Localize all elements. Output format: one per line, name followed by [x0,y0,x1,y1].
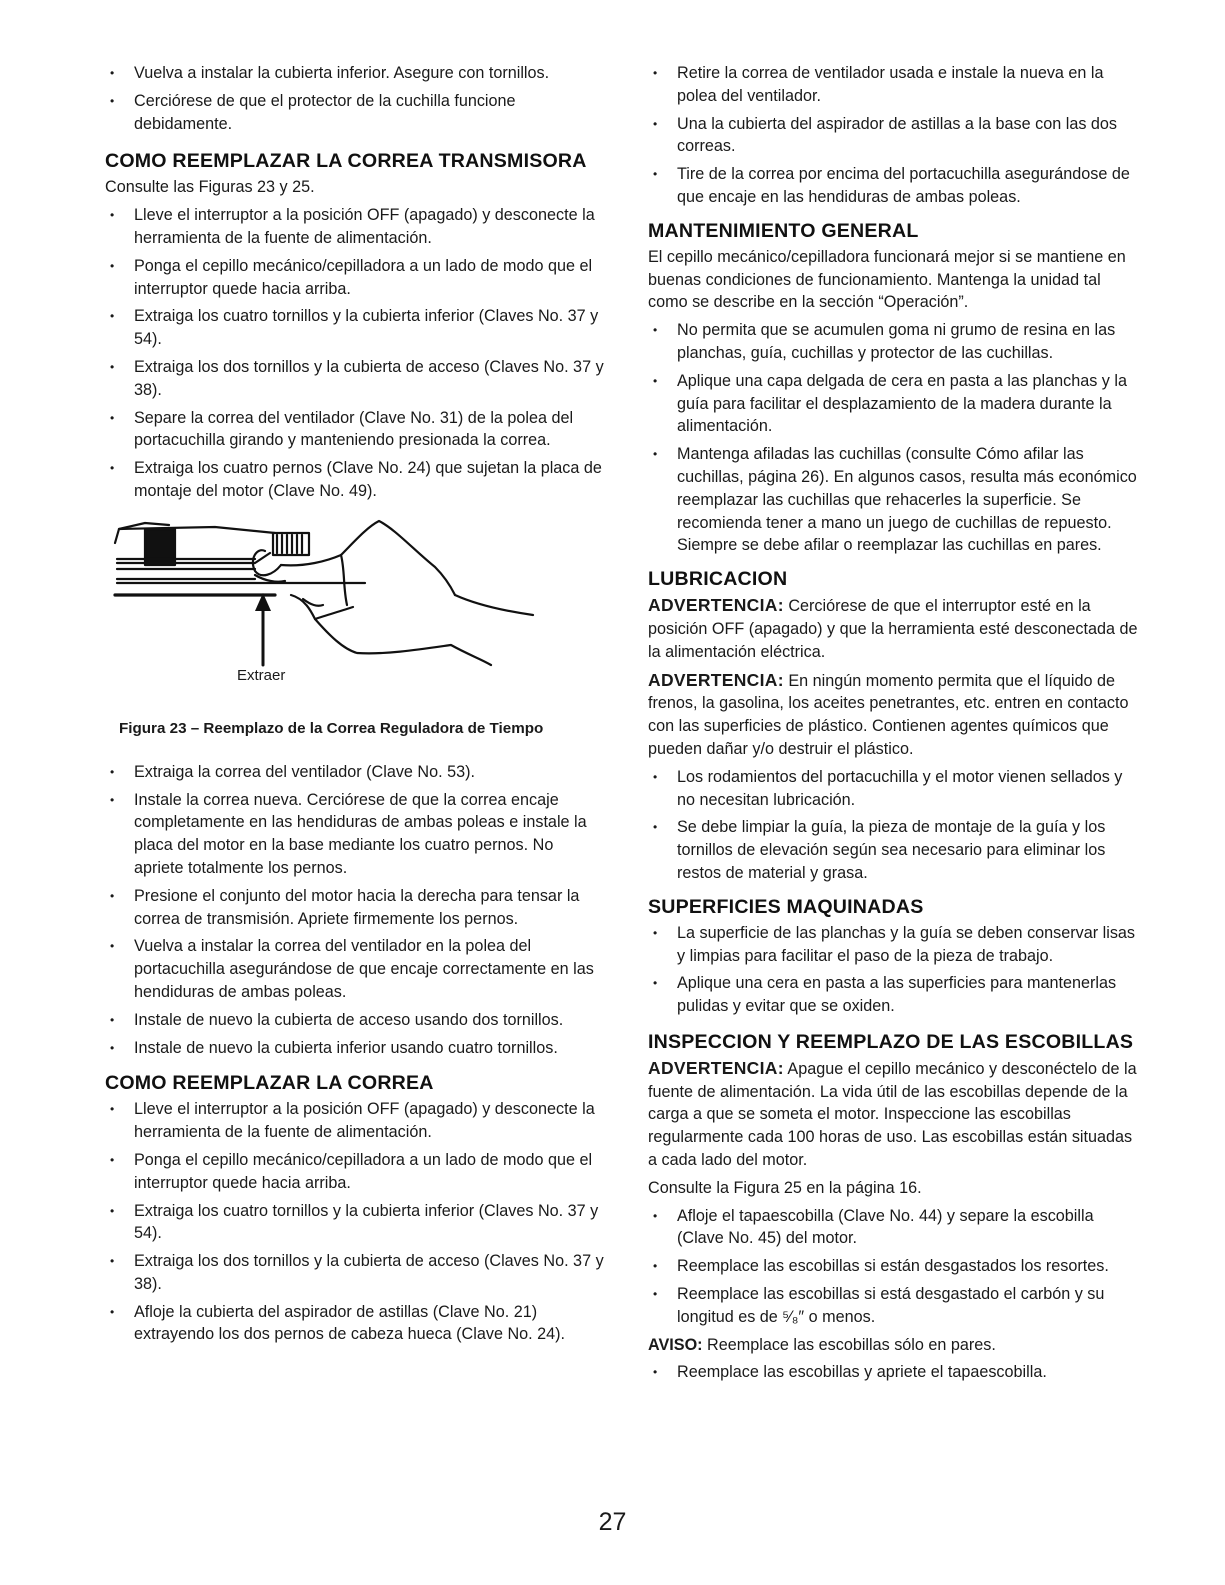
warning-paragraph [648,594,1140,663]
list-item: • Vuelva a instalar la correa del ventilador en la polea del portacuchilla asegurándose de que encaje correctamente en las hendiduras de ambas poleas. [105,935,605,1003]
section-intro: Consulte las Figuras 23 y 25. [105,178,315,197]
list-item: • Extraiga los cuatro tornillos y la cubierta inferior (Claves No. 37 y 54). [105,305,605,351]
belt-removal-drawing [105,515,605,715]
list-item: • Una la cubierta del aspirador de astillas a la base con las dos correas. [648,113,1140,159]
warning-text: Apague el cepillo mecánico y desconéctelo de la fuente de alimentación. La vida útil de las escobillas depende de la carga a que se someta el motor. Inspeccione las escobillas regularmente cada 100 horas de uso. Las escobillas están situadas a cada lado del motor. [648,1059,1137,1170]
list-item: • Aplique una capa delgada de cera en pasta a las planchas y la guía para facilitar el desplazamiento de la madera durante la alimentación. [648,370,1140,438]
list-item: • Instale la correa nueva. Cerciórese de que la correa encaje completamente en las hendiduras de ambas poleas e instale la placa del motor en la base mediante los cuatro pernos. No apriete totalmente los pernos. [105,789,605,880]
right-intro-bullets [648,62,1140,209]
list-item: • Mantenga afiladas las cuchillas (consulte Cómo afilar las cuchillas, página 26). En algunos casos, resulta más económico reemplazar las cuchillas que rehacerles la superficie. Se recomienda tener a mano un juego de cuchillas de repuesto. Siempre se debe afilar o reemplazar las cuchillas en pares. [648,443,1140,557]
correa-bullets [105,1098,605,1346]
list-item: • Ponga el cepillo mecánico/cepilladora a un lado de modo que el interruptor quede hacia arriba. [105,1149,605,1195]
warning-label: ADVERTENCIA: [648,669,784,690]
list-item: • Ponga el cepillo mecánico/cepilladora a un lado de modo que el interruptor quede hacia arriba. [105,255,605,301]
section-heading-escobillas: INSPECCION Y REEMPLAZO DE LAS ESCOBILLAS [648,1030,1134,1053]
list-item: • Instale de nuevo la cubierta inferior usando cuatro tornillos. [105,1037,605,1060]
warning-text: Cerciórese de que el interruptor esté en la posición OFF (apagado) y que la herramienta esté desconectada de la alimentación eléctrica. [648,597,1138,661]
aviso-paragraph [648,1334,1140,1357]
list-item: • Se debe limpiar la guía, la pieza de montaje de la guía y los tornillos de elevación según sea necesario para eliminar los restos de material y grasa. [648,816,1140,884]
left-column [105,62,605,1351]
correa-transmisora-steps-continued [105,761,605,1060]
mantenimiento-bullets [648,319,1140,557]
list-item: • Afloje el tapaescobilla (Clave No. 44) y separe la escobilla (Clave No. 45) del motor. [648,1205,1140,1251]
aviso-text: Reemplace las escobillas sólo en pares. [702,1335,996,1354]
aviso-label: AVISO: [648,1335,703,1354]
warning-paragraph [648,1057,1140,1172]
section-heading-correa: COMO REEMPLAZAR LA CORREA [105,1072,434,1095]
list-item: • Extraiga los dos tornillos y la cubierta de acceso (Claves No. 37 y 38). [105,1250,605,1296]
section-heading-correa-transmisora: COMO REEMPLAZAR LA CORREA TRANSMISORA [105,150,587,173]
list-item: • Extraiga los cuatro pernos (Clave No. 24) que sujetan la placa de montaje del motor (Clave No. 49). [105,457,605,503]
list-item: • Cerciórese de que el protector de la cuchilla funcione debidamente. [105,90,605,136]
list-item: • Reemplace las escobillas si está desgastado el carbón y su longitud es de ⁵⁄₈″ o menos. [648,1283,1140,1329]
list-item: • Separe la correa del ventilador (Clave No. 31) de la polea del portacuchilla girando y manteniendo presionada la correa. [105,407,605,453]
list-item: • Vuelva a instalar la cubierta inferior. Asegure con tornillos. [105,62,605,85]
escobillas-final-bullets [648,1361,1140,1384]
list-item: • Extraiga la correa del ventilador (Clave No. 53). [105,761,605,784]
list-item: • Los rodamientos del portacuchilla y el motor vienen sellados y no necesitan lubricación. [648,766,1140,812]
list-item: • Reemplace las escobillas si están desgastados los resortes. [648,1255,1140,1278]
figure-label-extraer: Extraer [237,666,286,684]
escobillas-bullets [648,1205,1140,1329]
section-heading-mantenimiento: MANTENIMIENTO GENERAL [648,219,919,242]
list-item: • Reemplace las escobillas y apriete el tapaescobilla. [648,1361,1140,1384]
list-item: • Retire la correa de ventilador usada e instale la nueva en la polea del ventilador. [648,62,1140,108]
intro-bullet-list [105,62,605,135]
list-item: • Afloje la cubierta del aspirador de astillas (Clave No. 21) extrayendo los dos pernos de cabeza hueca (Clave No. 24). [105,1301,605,1347]
list-item: • Tire de la correa por encima del portacuchilla asegurándose de que encaje en las hendiduras de ambas poleas. [648,163,1140,209]
list-item: • Presione el conjunto del motor hacia la derecha para tensar la correa de transmisión. Apriete firmemente los pernos. [105,885,605,931]
superficies-bullets [648,922,1140,1018]
list-item: • Extraiga los cuatro tornillos y la cubierta inferior (Claves No. 37 y 54). [105,1200,605,1246]
section-heading-lubricacion: LUBRICACION [648,568,788,591]
page-number: 27 [598,1508,627,1536]
warning-text: En ningún momento permita que el líquido de frenos, la gasolina, los aceites penetrantes, etc. entren en contacto con las superficies de plástico. Contienen agentes químicos que pueden dañar y/o destruir el plástico. [648,671,1129,758]
warning-label: ADVERTENCIA: [648,595,784,616]
list-item: • Lleve el interruptor a la posición OFF (apagado) y desconecte la herramienta de la fuente de alimentación. [105,1098,605,1144]
list-item: • Instale de nuevo la cubierta de acceso usando dos tornillos. [105,1009,605,1032]
figure-caption: Figura 23 – Reemplazo de la Correa Reguladora de Tiempo [119,719,544,737]
consult-text: Consulte la Figura 25 en la página 16. [648,1178,922,1197]
lubricacion-bullets [648,766,1140,885]
list-item: • La superficie de las planchas y la guía se deben conservar lisas y limpias para facilitar el paso de la pieza de trabajo. [648,922,1140,968]
list-item: • Lleve el interruptor a la posición OFF (apagado) y desconecte la herramienta de la fuente de alimentación. [105,204,605,250]
correa-transmisora-bullets [105,204,605,503]
list-item: • Aplique una cera en pasta a las superficies para mantenerlas pulidas y evitar que se oxiden. [648,972,1140,1018]
warning-paragraph [648,669,1140,761]
list-item: • Extraiga los dos tornillos y la cubierta de acceso (Claves No. 37 y 38). [105,356,605,402]
figure-23-illustration [105,515,605,715]
right-column [648,62,1140,1389]
section-heading-superficies: SUPERFICIES MAQUINADAS [648,895,924,918]
mantenimiento-body: El cepillo mecánico/cepilladora funcionará mejor si se mantiene en buenas condiciones de funcionamiento. Mantenga la unidad tal como se describe en la sección “Operación”. [648,247,1126,312]
warning-label: ADVERTENCIA: [648,1057,784,1078]
list-item: • No permita que se acumulen goma ni grumo de resina en las planchas, guía, cuchillas y protector de las cuchillas. [648,319,1140,365]
